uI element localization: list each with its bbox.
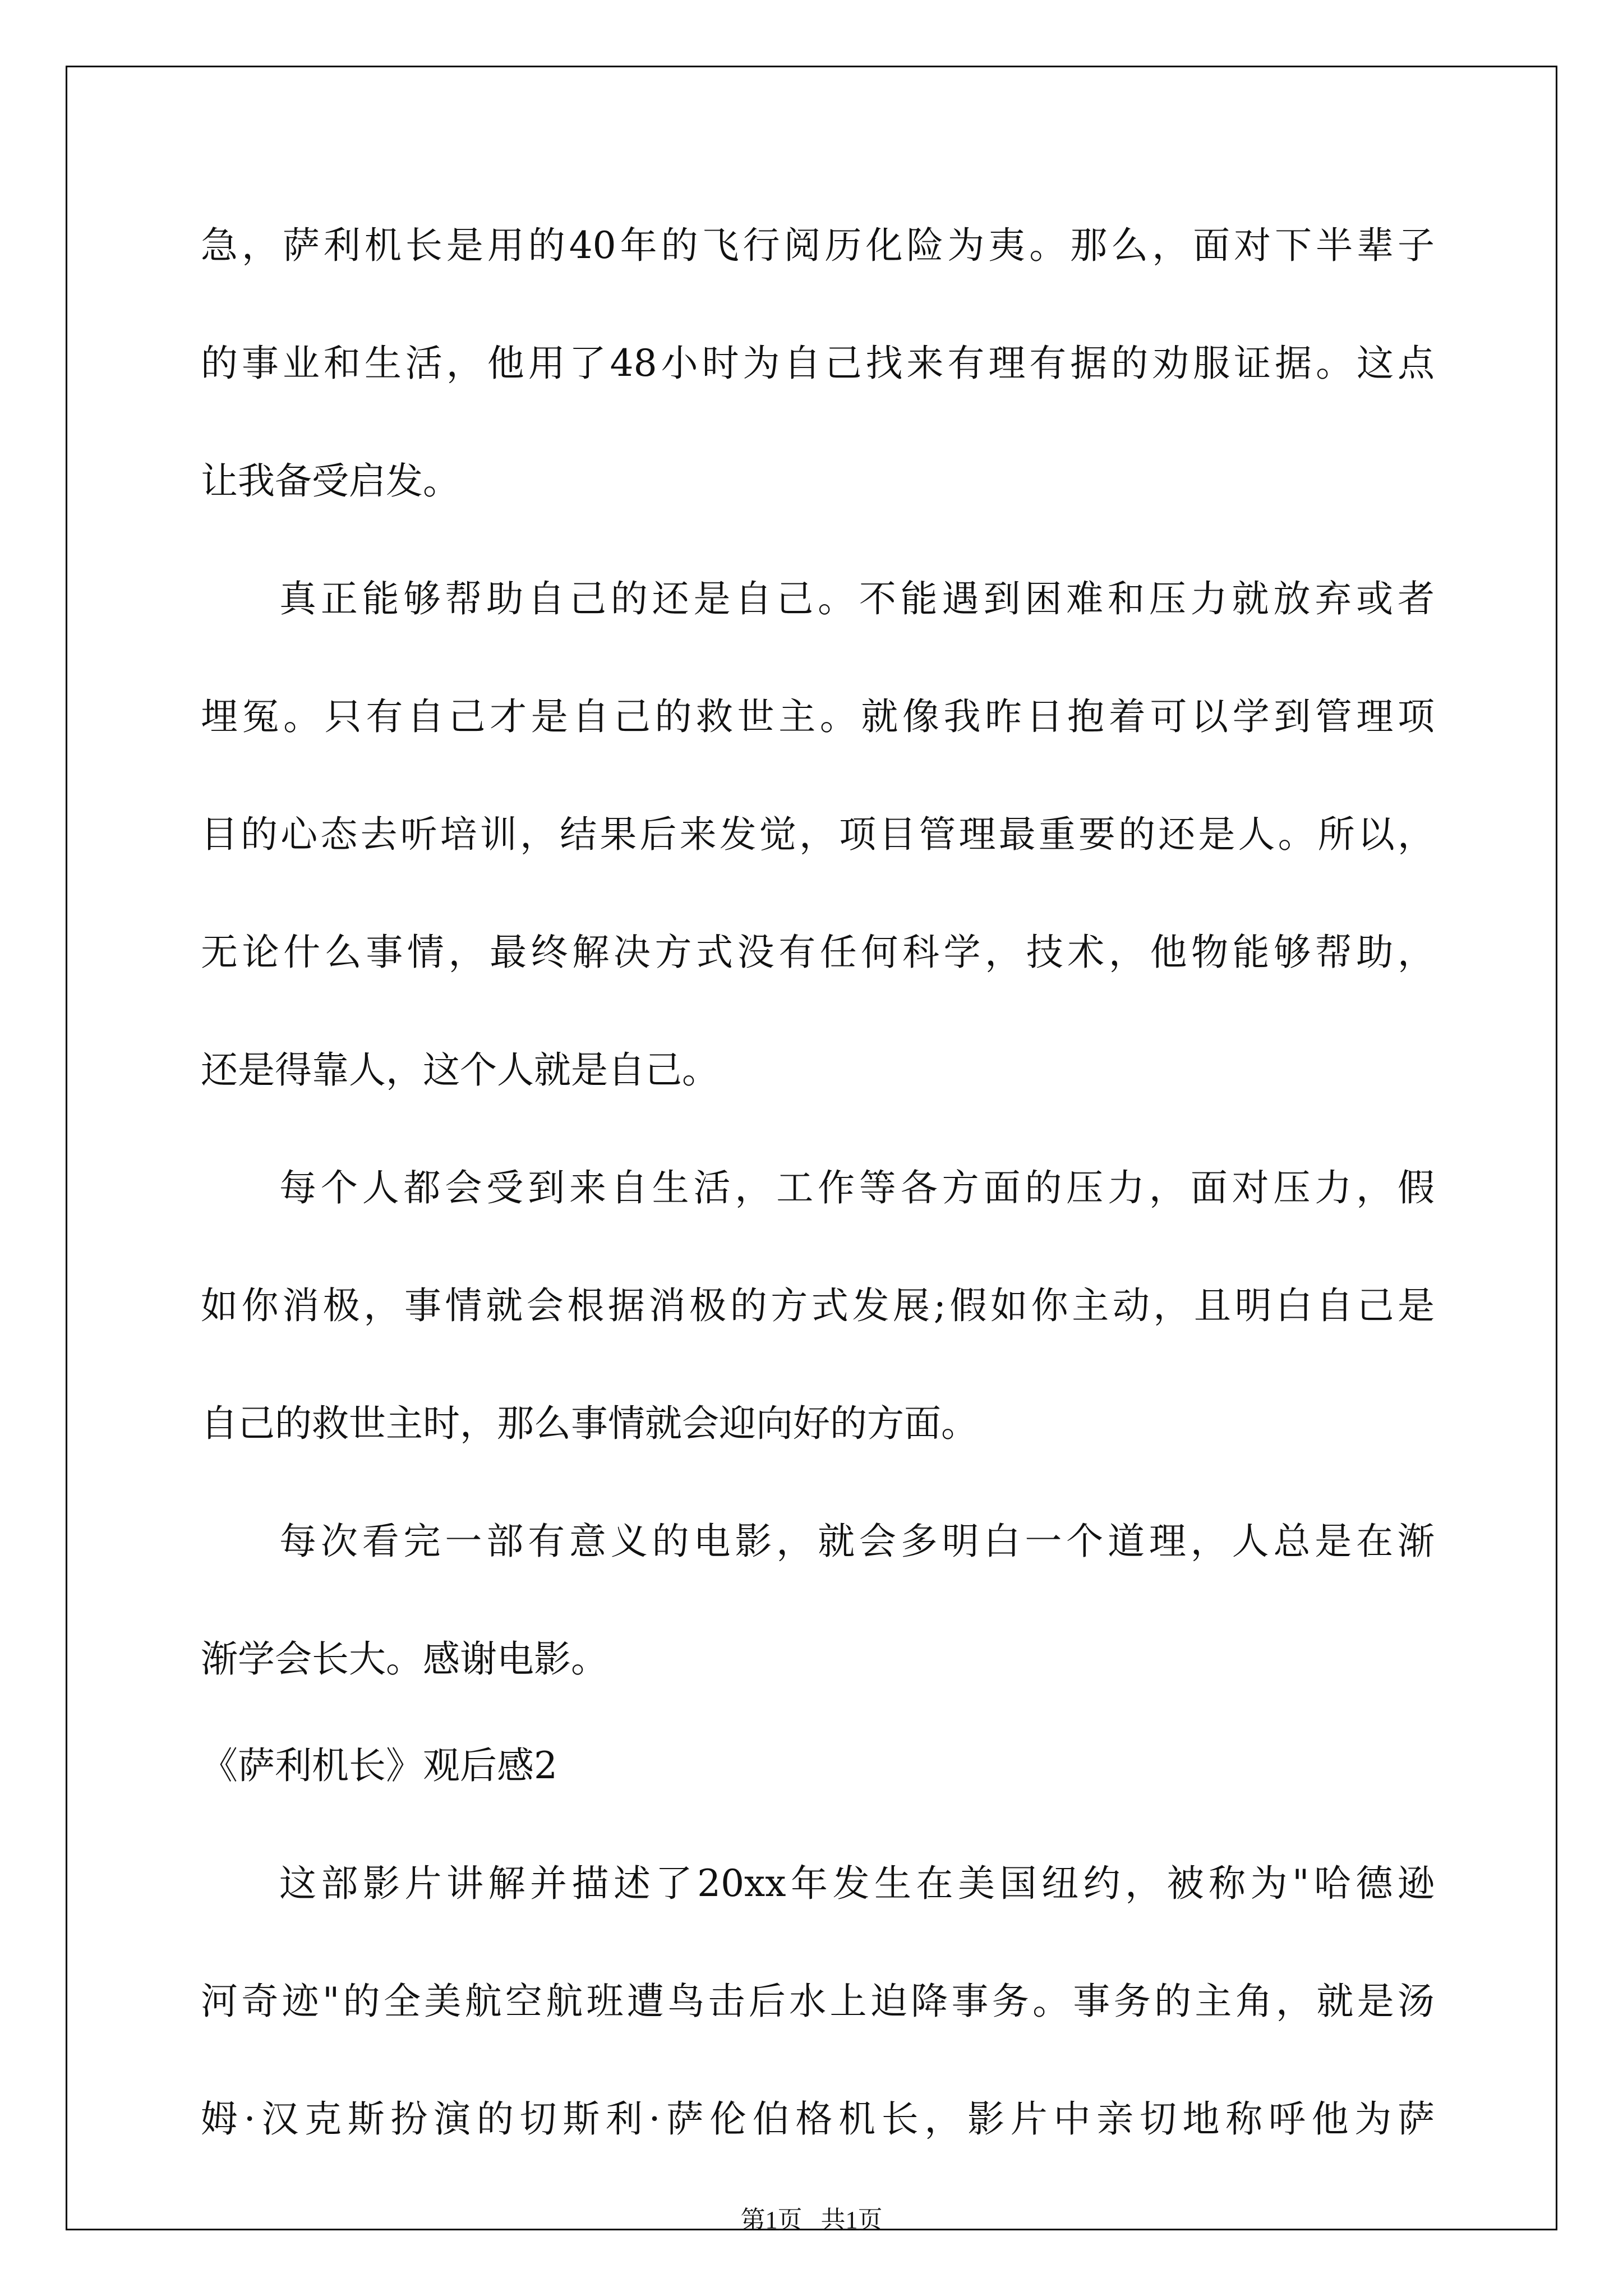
paragraph-line: 每次看完一部有意义的电影，就会多明白一个道理，人总是在渐 xyxy=(279,1520,1435,1563)
page-footer: 第1页 共1页 xyxy=(740,2206,883,2234)
section-heading: 《萨利机长》观后感2 xyxy=(201,1744,557,1787)
paragraph-line: 目的心态去听培训，结果后来发觉，项目管理最重要的还是人。所以， xyxy=(201,813,1435,856)
paragraph-line: 无论什么事情，最终解决方式没有任何科学，技术，他物能够帮助， xyxy=(201,931,1435,974)
paragraph-line: 急，萨利机长是用的40年的飞行阅历化险为夷。那么，面对下半辈子 xyxy=(201,224,1435,267)
paragraph-line: 让我备受启发。 xyxy=(201,459,460,503)
paragraph-line: 如你消极，事情就会根据消极的方式发展;假如你主动，且明白自己是 xyxy=(201,1284,1435,1327)
paragraph-line: 自己的救世主时，那么事情就会迎向好的方面。 xyxy=(201,1402,978,1445)
paragraph-line: 这部影片讲解并描述了20xx年发生在美国纽约，被称为"哈德逊 xyxy=(279,1862,1435,1905)
paragraph-line: 真正能够帮助自己的还是自己。不能遇到困难和压力就放弃或者 xyxy=(279,577,1435,620)
paragraph-line: 埋冤。只有自己才是自己的救世主。就像我昨日抱着可以学到管理项 xyxy=(201,695,1435,738)
paragraph-line: 渐学会长大。感谢电影。 xyxy=(201,1637,608,1681)
paragraph-line: 河奇迹"的全美航空航班遭鸟击后水上迫降事务。事务的主角，就是汤 xyxy=(201,1980,1435,2023)
paragraph-line: 的事业和生活，他用了48小时为自己找来有理有据的劝服证据。这点 xyxy=(201,342,1435,385)
paragraph-line: 还是得靠人，这个人就是自己。 xyxy=(201,1048,719,1092)
paragraph-line: 每个人都会受到来自生活，工作等各方面的压力，面对压力，假 xyxy=(279,1166,1435,1209)
paragraph-line: 姆·汉克斯扮演的切斯利·萨伦伯格机长，影片中亲切地称呼他为萨 xyxy=(201,2097,1435,2141)
